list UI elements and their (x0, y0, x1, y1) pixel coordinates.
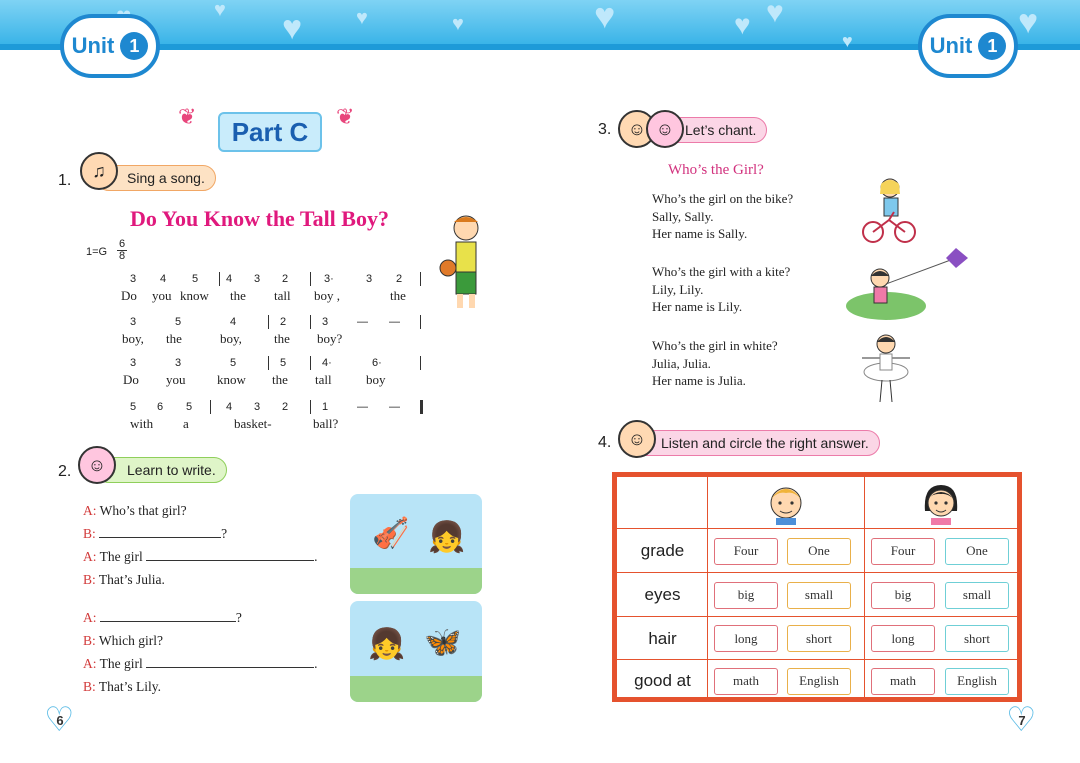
chant-line: Julia, Julia. (652, 355, 711, 371)
dialog-text: That’s Lily. (98, 679, 162, 694)
picture-butterfly-girls (350, 601, 482, 702)
boy-answer-option[interactable]: Four (714, 538, 778, 565)
kid-icon: ☺ (618, 420, 656, 458)
song-note: 4· (322, 357, 332, 369)
girl-icon: 👧 (368, 628, 406, 661)
girl-white-illustration (858, 332, 914, 406)
question-number: 4. (598, 434, 612, 451)
picture-violin-girls (350, 494, 482, 594)
unit-badge-right: Unit 1 (918, 14, 1018, 78)
bar-line (420, 315, 421, 329)
song-note: 4 (226, 273, 233, 285)
boy-answer-option[interactable]: One (787, 538, 851, 565)
instruction-tag: Let’s chant. (656, 117, 767, 143)
dialog-text: Who’s that girl? (99, 503, 187, 518)
speaker-label: B: (83, 572, 96, 587)
song-lyric: basket- (234, 416, 272, 431)
bar-line (420, 400, 423, 414)
page-number-right: ♡ 7 (1009, 708, 1035, 732)
speaker-label: B: (83, 633, 96, 648)
heart-icon: ♥ (1018, 4, 1039, 41)
dialog-line (83, 610, 242, 626)
bar-line (310, 272, 311, 286)
heart-icon: ♥ (766, 0, 784, 29)
song-lyric: you (152, 288, 172, 303)
song-note: — (357, 401, 368, 413)
song-note: 2 (396, 273, 403, 285)
row-label: hair (648, 628, 677, 648)
song-lyric: boy? (317, 331, 343, 346)
boy-answer-option[interactable]: short (787, 625, 851, 652)
time-signature: 6 8 (118, 238, 126, 262)
song-note: 5 (230, 357, 237, 369)
period: . (314, 549, 318, 564)
song-note: 5 (130, 401, 137, 413)
song-note: 5 (280, 357, 287, 369)
period: . (314, 656, 318, 671)
kid-icon: ☺ (646, 110, 684, 148)
chant-line: Her name is Julia. (652, 373, 746, 388)
boy-face-icon (766, 481, 806, 525)
bar-line (420, 272, 421, 286)
song-lyric: boy, (220, 331, 242, 346)
dialog-text: ? (221, 526, 228, 541)
bar-line (310, 400, 311, 414)
girl-answer-option[interactable]: English (945, 668, 1009, 695)
girl-answer-option[interactable]: long (871, 625, 935, 652)
song-note: 3 (130, 357, 137, 369)
song-lyric: boy (366, 372, 386, 387)
speaker-label: A: (83, 549, 97, 564)
girl-kid-icon: ☺ (78, 446, 116, 484)
boy-column-header (708, 477, 865, 529)
answer-table (612, 472, 1022, 702)
song-note: — (389, 401, 400, 413)
song-note: 4 (160, 273, 167, 285)
dialog-line (83, 503, 187, 519)
song-note: 2 (280, 316, 287, 328)
song-note: 4 (230, 316, 237, 328)
song-note: 2 (282, 401, 289, 413)
song-title: Do You Know the Tall Boy? (130, 206, 389, 231)
instruction-tag: Learn to write. (96, 457, 227, 483)
girl-answer-option[interactable]: Four (871, 538, 935, 565)
boy-answer-option[interactable]: small (787, 582, 851, 609)
part-title: Part C (218, 112, 322, 152)
song-note: 6· (372, 357, 382, 369)
dialog-text: Which girl? (98, 633, 164, 648)
boy-answer-option[interactable]: English (787, 668, 851, 695)
song-note: 3 (322, 316, 329, 328)
heart-icon: ♥ (282, 10, 303, 47)
song-note: 3 (130, 273, 137, 285)
answer-blank[interactable] (99, 526, 221, 538)
instruction-tag: Sing a song. (96, 165, 216, 191)
row-label: good at (634, 671, 691, 690)
chant-line: Sally, Sally. (652, 208, 714, 224)
girl-answer-option[interactable]: short (945, 625, 1009, 652)
girl-answer-option[interactable]: math (871, 668, 935, 695)
boy-answer-option[interactable]: math (714, 668, 778, 695)
chant-line: Lily, Lily. (652, 281, 704, 297)
song-lyric: know (180, 288, 209, 303)
bar-line (268, 356, 269, 370)
song-lyric: ball? (313, 416, 339, 431)
answer-blank[interactable] (100, 610, 236, 622)
dialog-line (83, 656, 318, 672)
bird-icon: ❦ (336, 104, 355, 129)
chant-line: Her name is Lily. (652, 299, 743, 314)
song-lyric: boy , (314, 288, 340, 303)
song-note: 6 (157, 401, 164, 413)
song-note: 3 (254, 273, 261, 285)
song-lyric: the (166, 331, 182, 346)
chant-line: Who’s the girl with a kite? (652, 264, 791, 279)
kid-icon: ☺ (618, 110, 656, 148)
song-lyric: the (230, 288, 246, 303)
dialog-line (83, 549, 318, 565)
song-note: 4 (226, 401, 233, 413)
girl-butterfly-icon: 🦋 (424, 626, 462, 659)
girl-answer-option[interactable]: small (945, 582, 1009, 609)
speaker-label: A: (83, 656, 97, 671)
tall-boy-illustration (438, 212, 494, 316)
headphone-kid-icon: ♫ (80, 152, 118, 190)
page-number-left: ♡ 6 (47, 708, 73, 732)
girl-face-icon (921, 481, 961, 525)
instruction-tag: Listen and circle the right answer. (632, 430, 880, 456)
heart-icon: ♥ (594, 0, 616, 36)
heart-icon: ♥ (452, 13, 464, 35)
song-note: — (357, 316, 368, 328)
song-note: 3 (175, 357, 182, 369)
girl-answer-option[interactable]: big (871, 582, 935, 609)
chant-line: Who’s the girl on the bike? (652, 191, 794, 206)
question-number: 1. (58, 172, 72, 189)
question-number: 3. (598, 121, 612, 138)
chant-title: Who’s the Girl? (668, 162, 764, 178)
song-note: 3· (324, 273, 334, 285)
song-lyric: Do (121, 288, 137, 303)
row-label: eyes (644, 585, 681, 604)
chant-line: Her name is Sally. (652, 226, 748, 241)
bar-line (268, 315, 269, 329)
answer-blank[interactable] (146, 656, 314, 668)
bar-line (219, 272, 220, 286)
song-note: 2 (282, 273, 289, 285)
dialog-line (83, 679, 161, 695)
girl-kite-illustration (846, 244, 976, 322)
song-lyric: a (183, 416, 189, 431)
speaker-label: B: (83, 679, 96, 694)
speaker-label: A: (83, 503, 97, 518)
bird-icon: ❦ (178, 104, 197, 129)
song-note: 5 (175, 316, 182, 328)
dialog-line (83, 526, 227, 542)
song-lyric: Do (123, 372, 139, 387)
heart-icon: ♥ (734, 10, 751, 41)
song-lyric: the (390, 288, 406, 303)
speaker-label: A: (83, 610, 97, 625)
dialog-line (83, 572, 165, 588)
song-lyric: with (130, 416, 154, 431)
heart-icon: ♥ (214, 0, 226, 21)
girl-bike-illustration (862, 176, 916, 246)
girl-icon: 👧 (428, 521, 466, 554)
chant-line: Who’s the girl in white? (652, 338, 778, 353)
dialog-text: The girl (99, 549, 143, 564)
unit-badge-left: Unit 1 (60, 14, 160, 78)
song-note: 5 (186, 401, 193, 413)
bar-line (210, 400, 211, 414)
song-lyric: tall (274, 288, 291, 303)
question-number: 2. (58, 463, 72, 480)
girl-answer-option[interactable]: One (945, 538, 1009, 565)
song-lyric: the (272, 372, 288, 387)
row-label: grade (640, 541, 685, 560)
song-lyric: the (274, 331, 290, 346)
boy-answer-option[interactable]: big (714, 582, 778, 609)
song-lyric: know (217, 372, 246, 387)
girl-violin-icon: 🎻 (372, 517, 410, 550)
girl-column-header (865, 477, 1017, 529)
heart-icon: ♥ (842, 31, 853, 51)
song-note: 1 (322, 401, 329, 413)
speaker-label: B: (83, 526, 96, 541)
dialog-text: ? (235, 610, 242, 625)
song-key: 1=G (86, 246, 108, 258)
heart-icon: ♥ (356, 7, 368, 29)
answer-blank[interactable] (146, 549, 314, 561)
song-note: 5 (192, 273, 199, 285)
song-lyric: you (166, 372, 186, 387)
song-note: 3 (130, 316, 137, 328)
dialog-text: That’s Julia. (98, 572, 165, 587)
boy-answer-option[interactable]: long (714, 625, 778, 652)
dialog-text: The girl (99, 656, 143, 671)
song-note: 3 (254, 401, 261, 413)
song-lyric: boy, (122, 331, 144, 346)
bar-line (310, 356, 311, 370)
bar-line (420, 356, 421, 370)
bar-line (310, 315, 311, 329)
song-note: 3 (366, 273, 373, 285)
song-lyric: tall (315, 372, 332, 387)
dialog-line (83, 633, 163, 649)
song-note: — (389, 316, 400, 328)
